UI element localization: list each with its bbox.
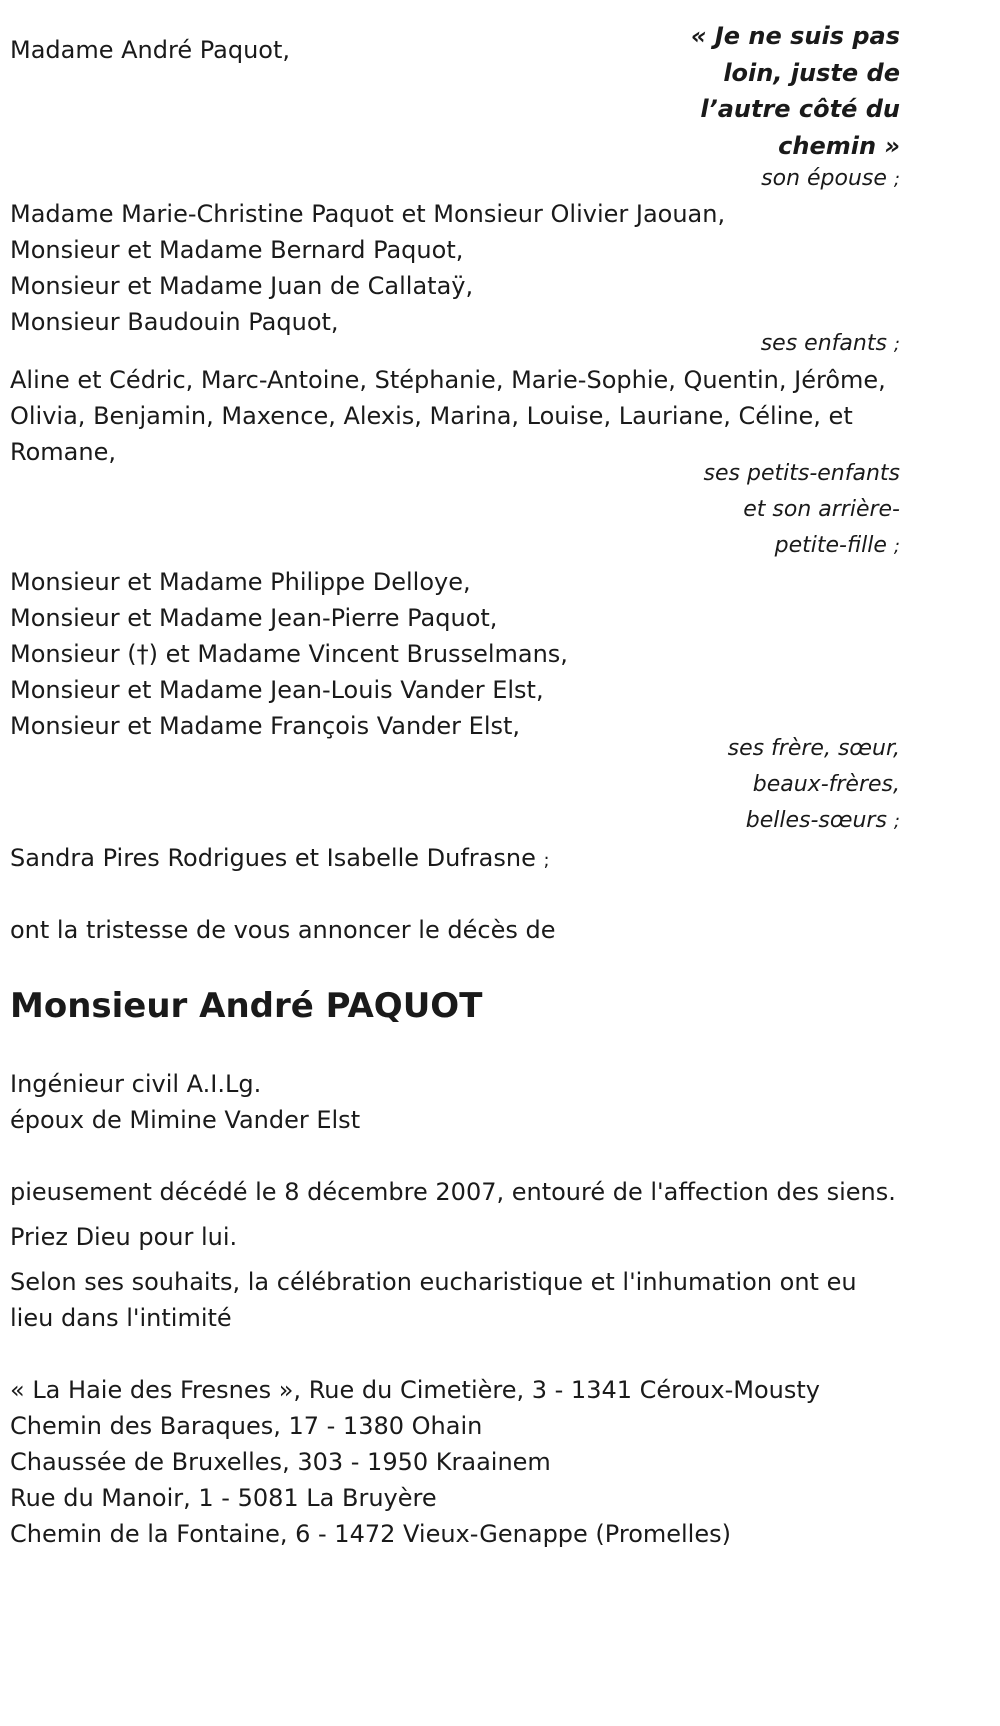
spouse-name: Madame André Paquot,: [10, 36, 290, 64]
grandchildren-role: [704, 456, 900, 565]
epitaph-quote: [691, 18, 900, 164]
ceremony-text: Selon ses souhaits, la célébration eucharistique et l'inhumation ont eu lieu dans l'intimité: [10, 1268, 857, 1332]
sibling-line: Monsieur et Madame François Vander Elst,: [10, 712, 521, 740]
others-names: Sandra Pires Rodrigues et Isabelle Dufrasne: [10, 844, 536, 872]
role-line: ses frère, sœur,: [727, 736, 900, 761]
child-line: Madame Marie-Christine Paquot et Monsieur Olivier Jaouan,: [10, 200, 726, 228]
spouse-role: [761, 161, 900, 198]
quote-line: « Je ne suis pas: [690, 22, 900, 50]
role-separator: ;: [893, 536, 900, 557]
role-line: et son arrière-: [743, 497, 900, 522]
address-line: Chaussée de Bruxelles, 303 - 1950 Kraainem: [10, 1448, 551, 1476]
role-separator: ;: [893, 811, 900, 832]
address-line: Chemin de la Fontaine, 6 - 1472 Vieux-Genappe (Promelles): [10, 1520, 731, 1548]
grandchildren-line: Aline et Cédric, Marc-Antoine, Stéphanie, Marie-Sophie, Quentin, Jérôme,: [10, 366, 886, 394]
deceased-spouse: époux de Mimine Vander Elst: [10, 1106, 361, 1134]
grandchildren-line: Romane,: [10, 438, 116, 466]
sibling-line: Monsieur (†) et Madame Vincent Brusselmans,: [10, 640, 568, 668]
children-role: [761, 326, 900, 363]
child-line: Monsieur et Madame Bernard Paquot,: [10, 236, 464, 264]
child-line: Monsieur et Madame Juan de Callataÿ,: [10, 272, 474, 300]
quote-line: l’autre côté du: [700, 95, 900, 123]
grandchildren-line: Olivia, Benjamin, Maxence, Alexis, Marina, Louise, Lauriane, Céline, et: [10, 402, 853, 430]
siblings-role: [728, 731, 900, 840]
address-line: « La Haie des Fresnes », Rue du Cimetière, 3 - 1341 Céroux-Mousty: [10, 1376, 820, 1404]
others-line: [10, 840, 550, 879]
quote-line: chemin »: [778, 131, 900, 160]
sibling-line: Monsieur et Madame Jean-Louis Vander Elst,: [10, 676, 544, 704]
role-text: belles-sœurs: [745, 808, 887, 833]
role-line-last: [704, 528, 900, 565]
role-line-last: [728, 803, 900, 840]
role-line: beaux-frères,: [752, 772, 900, 797]
role-text: petite-fille: [774, 533, 887, 558]
death-text: pieusement décédé le 8 décembre 2007, entouré de l'affection des siens.: [10, 1178, 896, 1206]
prayer-text: Priez Dieu pour lui.: [10, 1223, 238, 1251]
role-line: ses petits-enfants: [703, 461, 900, 486]
role-text: son épouse: [761, 166, 887, 191]
address-line: Rue du Manoir, 1 - 5081 La Bruyère: [10, 1484, 437, 1512]
address-line: Chemin des Baraques, 17 - 1380 Ohain: [10, 1412, 483, 1440]
quote-line: loin, juste de: [723, 58, 900, 87]
child-line: Monsieur Baudouin Paquot,: [10, 308, 339, 336]
others-separator: ;: [543, 850, 550, 871]
sibling-line: Monsieur et Madame Jean-Pierre Paquot,: [10, 604, 498, 632]
role-separator: ;: [893, 169, 900, 190]
role-separator: ;: [893, 334, 900, 355]
announcement-text: ont la tristesse de vous annoncer le décès de: [10, 916, 556, 944]
deceased-title: Ingénieur civil A.I.Lg.: [10, 1070, 262, 1098]
sibling-line: Monsieur et Madame Philippe Delloye,: [10, 568, 471, 596]
deceased-name: Monsieur André PAQUOT: [10, 986, 483, 1026]
role-text: ses enfants: [760, 331, 887, 356]
